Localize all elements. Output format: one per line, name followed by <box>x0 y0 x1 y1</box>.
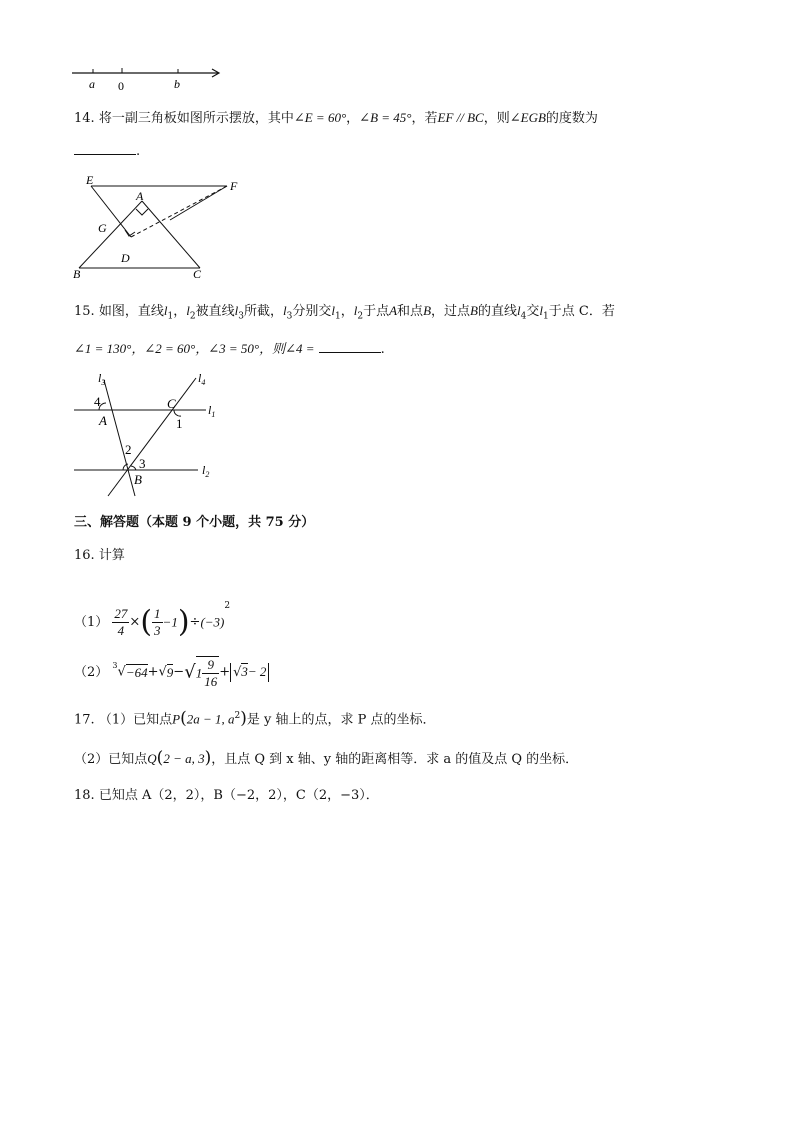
question-14-text: 14. 将一副三角板如图所示摆放，其中∠E = 60°，∠B = 45°，若EF // BC，则∠EGB的度数为 <box>74 110 598 126</box>
label-angle-4: 4 <box>94 394 101 409</box>
label-E: E <box>86 173 94 187</box>
question-18: 18. 已知点 A（2，2），B（−2，2），C（2，−3）． <box>74 788 379 803</box>
numberline-label-0: 0 <box>118 79 124 92</box>
label-B: B <box>73 267 81 281</box>
label-C: C <box>193 267 202 281</box>
section-3-heading: 三、解答题（本题 9 个小题，共 75 分） <box>74 515 315 530</box>
question-number: 14. <box>74 111 95 126</box>
label-D: D <box>121 251 130 265</box>
label-C: C <box>167 396 176 411</box>
label-angle-3: 3 <box>139 456 146 471</box>
label-F: F <box>230 179 238 193</box>
question-number: 15. <box>74 304 95 319</box>
question-17-part-1: 17. （1）已知点P(2a − 1, $a^2$)是 y 轴上的点，求 P 点的坐标． <box>74 708 436 729</box>
label-A: A <box>99 413 107 428</box>
answer-blank-15[interactable] <box>319 338 381 353</box>
question-16-part-2: （2） $^3$√−64+√9−√1 $\frac{9}{16}$ + √3− 2 <box>74 646 269 686</box>
label-A: A <box>136 189 144 203</box>
question-number: 17. <box>74 712 95 728</box>
label-angle-1: 1 <box>176 416 183 431</box>
label-l3: $l_3$ <box>98 371 106 387</box>
q15-lines-figure <box>70 368 230 500</box>
question-16-part-1: （1） $\frac{27}{4}$ ×( $\frac{1}{3}$ $-1)\div(-3)^2$ <box>74 601 231 640</box>
label-B: B <box>134 472 142 487</box>
question-number: 18. <box>74 788 95 803</box>
number-line <box>68 62 228 92</box>
label-l2: $l_2$ <box>202 463 210 479</box>
label-l1: $l_1$ <box>208 403 216 419</box>
question-15-text: 15. 如图，直线$l_1$，$l_2$被直线$l_3$所截，$l_3$分别交$l_1$，$l_2$于点A和点B，过点B的直线$l_4$交$l_1$于点 C．若 <box>74 303 615 322</box>
label-l4: $l_4$ <box>198 371 206 387</box>
label-G: G <box>98 221 107 235</box>
label-angle-2: 2 <box>125 442 132 457</box>
question-17-part-2: （2）已知点Q(2 − a, 3)，且点 Q 到 x 轴、y 轴的距离相等．求 a 的值及点 Q 的坐标． <box>74 748 579 768</box>
question-15-line2: ∠1 = 130°，∠2 = 60°，∠3 = 50°，则∠4 = . <box>74 338 385 360</box>
question-16-title: 16. 计算 <box>74 548 125 563</box>
q14-triangle-figure <box>70 170 250 282</box>
question-number: 16. <box>74 548 95 563</box>
numberline-label-b: b <box>174 77 180 91</box>
answer-blank-14[interactable]: . <box>74 140 140 162</box>
numberline-label-a: a <box>89 77 95 91</box>
